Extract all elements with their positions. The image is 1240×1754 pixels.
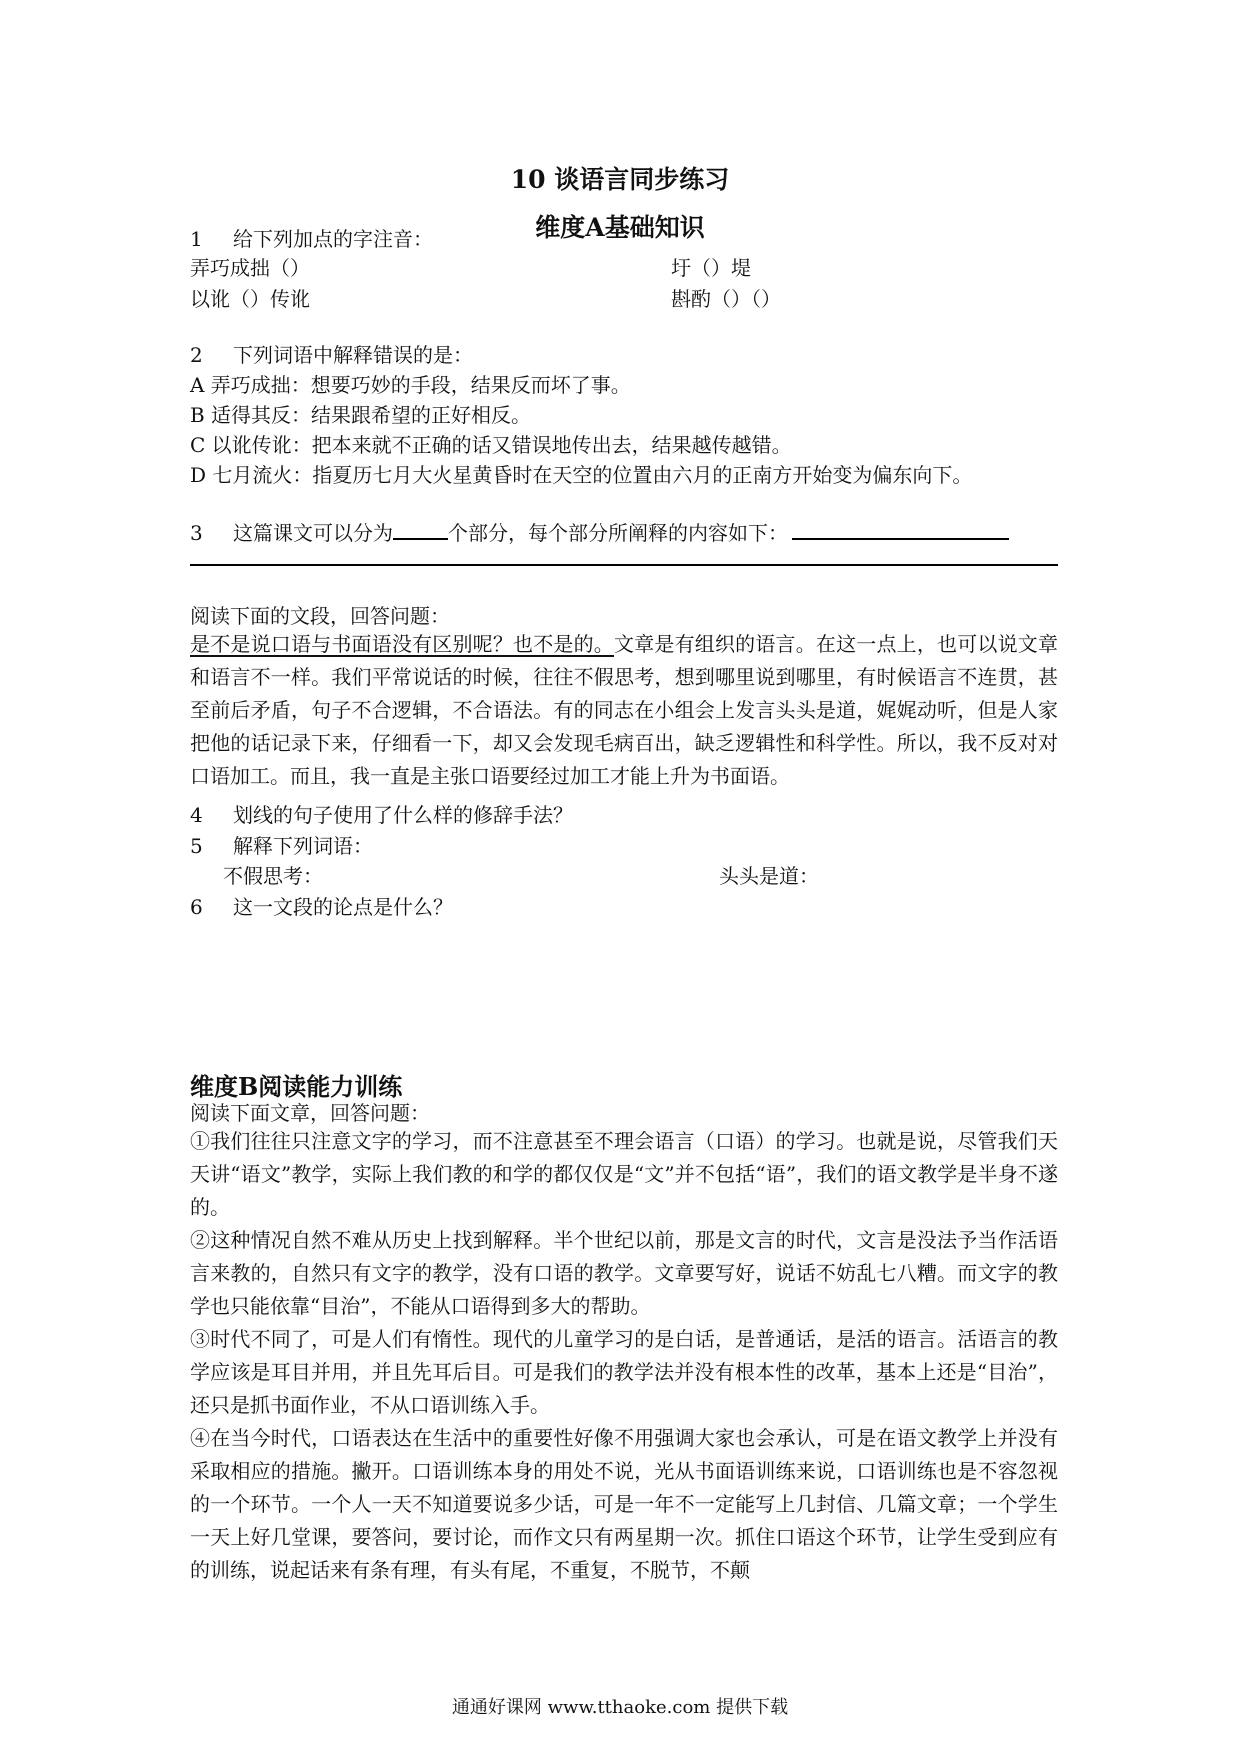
passage-paragraph-4: ④在当今时代，口语表达在生活中的重要性好像不用强调大家也会承认，可是在语文教学上并没有采取相应的措施。撇开。口语训练本身的用处不说，光从书面语训练来说，口语训练也是不容忽视的一个环节。一个人一天不知道要说多少话，可是一年不一定能写上几封信、几篇文章；一个学生一天上好几堂课，要答问，要讨论，而作文只有两星期一次。抓住口语这个环节，让学生受到应有的训练，说起话来有条有理，有头有尾，不重复，不脱节，不颠: [190, 1426, 1058, 1582]
question-number: 5: [190, 834, 203, 858]
passage-text: 文章是有组织的语言。在这一点上，也可以说文章和语言不一样。我们平常说话的时候，往往不假思考，想到哪里说到哪里，有时候语言不连贯，甚至前后矛盾，句子不合逻辑，不合语法。有的同志在小组会上发言头头是道，娓娓动听，但是人家把他的话记录下来，仔细看一下，却又会发现毛病百出，缺乏逻辑性和科学性。所以，我不反对对口语加工。而且，我一直是主张口语要经过加工才能上升为书面语。: [190, 632, 1058, 788]
answer-line[interactable]: [792, 520, 1009, 540]
passage-paragraph-2: ②这种情况自然不难从历史上找到解释。半个世纪以前，那是文言的时代，文言是没法予当作活语言来教的，自然只有文字的教学，没有口语的教学。文章要写好，说话不妨乱七八糟。而文字的教学也只能依靠“目治”，不能从口语得到多大的帮助。: [190, 1228, 1058, 1318]
question-text: 划线的句子使用了什么样的修辞手法？: [233, 803, 573, 827]
question-1: [190, 229, 433, 249]
passage-paragraph-3: ③时代不同了，可是人们有惰性。现代的儿童学习的是白话，是普通话，是活的语言。活语言的教学应该是耳目并用，并且先耳后目。可是我们的教学法并没有根本性的改革，基本上还是“目治”，还只是抓书面作业，不从口语训练入手。: [190, 1327, 1058, 1417]
question-text: 下列词语中解释错误的是：: [233, 343, 473, 367]
q2-option-a: A 弄巧成拙：想要巧妙的手段，结果反而坏了事。: [190, 373, 631, 397]
q1-item-3: 以讹（）传讹: [190, 287, 310, 311]
question-text: 这一文段的论点是什么？: [233, 895, 453, 919]
q1-item-4: 斟酌（）（）: [671, 287, 781, 311]
question-number: 1: [190, 227, 203, 251]
question-text: 给下列加点的字注音：: [233, 227, 433, 251]
reading-1-intro: 阅读下面的文段，回答问题：: [190, 604, 450, 628]
q2-option-c: C 以讹传讹：把本来就不正确的话又错误地传出去，结果越传越错。: [190, 433, 792, 457]
q2-option-b: B 适得其反：结果跟希望的正好相反。: [190, 403, 532, 427]
reading-2-passage: [190, 1125, 1058, 1587]
question-2: [190, 345, 473, 365]
reading-2-intro: 阅读下面文章，回答问题：: [190, 1101, 430, 1125]
q5-term-1: 不假思考：: [223, 864, 323, 888]
passage-paragraph-1: ①我们往往只注意文字的学习，而不注意甚至不理会语言（口语）的学习。也就是说，尽管我们天天讲“语文”教学，实际上我们教的和学的都仅仅是“文”并不包括“语”，我们的语文教学是半身不遂的。: [190, 1129, 1058, 1219]
question-text: 解释下列词语：: [233, 834, 373, 858]
question-text-b: 个部分，每个部分所阐释的内容如下：: [448, 521, 788, 545]
question-6: [190, 897, 453, 917]
question-3: [190, 520, 1009, 543]
q2-option-d: D 七月流火：指夏历七月大火星黄昏时在天空的位置由六月的正南方开始变为偏东向下。: [190, 463, 973, 487]
page-footer: 通通好课网 www.tthaoke.com 提供下载: [451, 1697, 789, 1718]
section-b-heading: 维度B阅读能力训练: [190, 1072, 403, 1101]
q1-item-2: 圩（）堤: [671, 256, 751, 280]
question-4: [190, 805, 573, 825]
question-number: 2: [190, 343, 203, 367]
reading-1-passage: [190, 628, 1058, 793]
q5-term-2: 头头是道：: [719, 864, 819, 888]
question-number: 6: [190, 895, 203, 919]
document-title: 10 谈语言同步练习: [510, 165, 730, 194]
question-5: [190, 836, 373, 856]
question-number: 4: [190, 803, 203, 827]
answer-blank[interactable]: [393, 520, 448, 540]
question-text-a: 这篇课文可以分为: [233, 521, 393, 545]
question-number: 3: [190, 521, 203, 545]
q1-item-1: 弄巧成拙（）: [190, 256, 310, 280]
section-a-heading: 维度A基础知识: [535, 213, 705, 242]
answer-line[interactable]: [190, 564, 1058, 566]
underlined-sentence: 是不是说口语与书面语没有区别呢？也不是的。: [190, 632, 614, 656]
